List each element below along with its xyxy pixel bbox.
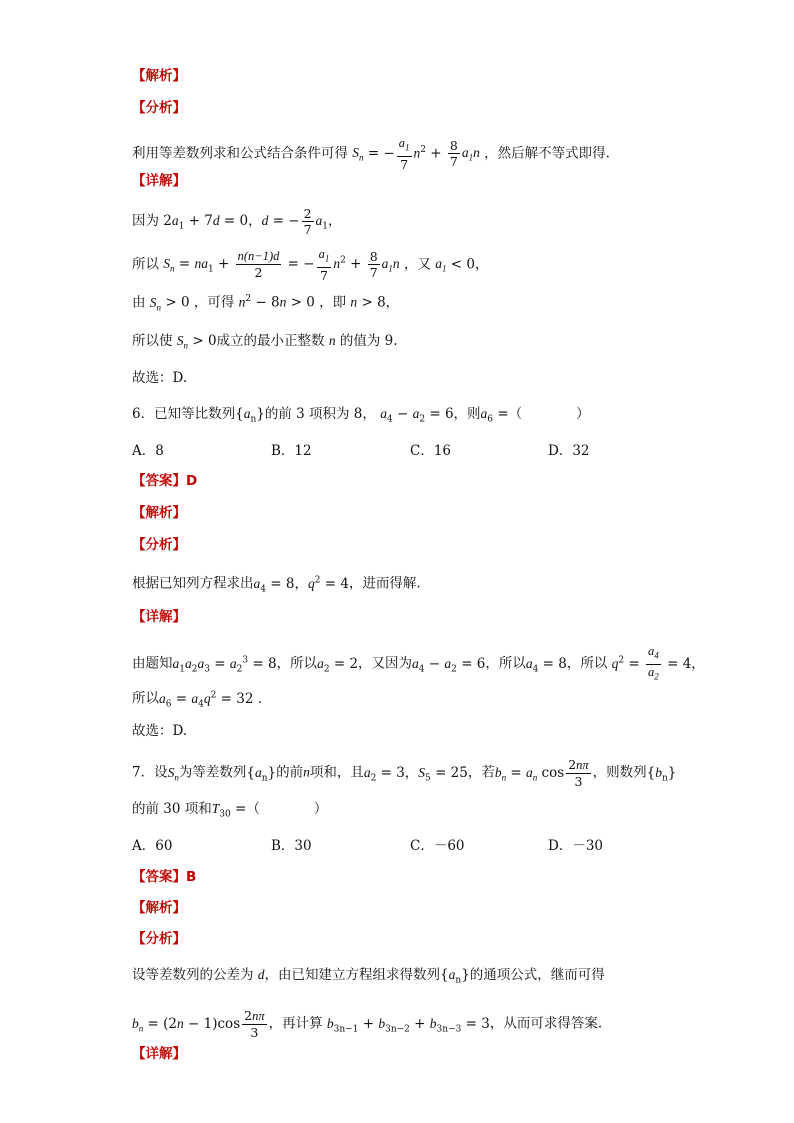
detail-line: 所以 $S_n = na_1$ + $\frac{n(n-1)d}{2}$ = − $\frac{a_1}{7}$ $n^2$ + $\frac{8}{7}$ $a_1n$ ，又 $a_1 < 0$， [132, 247, 489, 283]
option-b: B．30 [271, 838, 312, 854]
option-a: A．60 [132, 838, 173, 854]
question-7-cont: 的前 30 项和$T_{30}$ =（ ） [132, 801, 328, 820]
formula: $2a_1 + 7d = 0$，d = − $\frac{2}{7}$ $a_1$， [163, 206, 342, 237]
section-tag-fenxi: 【分析】 [132, 931, 186, 947]
formula: $a_4 - a_2 = 6$ [412, 655, 486, 675]
section-tag-xiangjie: 【详解】 [132, 173, 186, 189]
formula: $S_n$ [352, 145, 364, 163]
formula: $\{a_n\}$ [246, 764, 277, 784]
question-6: 6．已知等比数列$\{a_n\}$的前 3 项积为 8， $a_4 - a_2 = 6$，则$a_6$ =（ ） [132, 406, 590, 425]
formula: $b_n = a_n$ cos $\frac{2n\pi}{3}$ [494, 757, 589, 789]
section-tag-fenxi: 【分析】 [132, 100, 186, 116]
choice-line: 故选：D. [132, 370, 188, 386]
formula: a [480, 406, 488, 421]
formula: $S_n$ [176, 333, 189, 351]
formula: $a_4 = 8$，$q^2 = 4$ [253, 575, 349, 595]
formula: $a_4 = 8$ [525, 655, 567, 675]
question-7: 7．设$S_n$为等差数列$\{a_n\}$的前n项和，且$a_2 = 3$，$S_5 = 25$，若$b_n = a_n$ cos $\frac{2n\pi}{3}$ ，则数列$\{b_n\}$ [132, 757, 677, 789]
analysis-line: 设等差数列的公差为 d，由已知建立方程组求得数列$\{a_n\}$的通项公式，继而可得 [132, 967, 605, 986]
option-d: D．32 [548, 443, 590, 459]
formula: $\{a_n\}$ [235, 406, 265, 425]
formula: $b_n = (2n - 1)\cos$ $\frac{2n\pi}{3}$ [132, 1008, 265, 1040]
formula: $a_1a_2a_3 = a_2^3 = 8$ [172, 655, 277, 675]
formula: d [257, 967, 265, 982]
formula: $a_4 - a_2 = 6$ [380, 406, 454, 425]
answer-tag: 【答案】D [132, 473, 198, 489]
formula: $q^2$ = $\frac{a_4}{a_2}$ = 4， [611, 644, 705, 681]
section-tag-xiangjie: 【详解】 [132, 609, 186, 625]
detail-line: 因为 $2a_1 + 7d = 0$，d = − $\frac{2}{7}$ $a_1$， [132, 206, 342, 237]
analysis-line: 根据已知列方程求出$a_4 = 8$，$q^2 = 4$，进而得解. [132, 575, 421, 595]
formula: $S_n = na_1$ + $\frac{n(n-1)d}{2}$ = − $\frac{a_1}{7}$ $n^2$ + $\frac{8}{7}$ $a_1n$ [163, 247, 400, 283]
option-b: B．12 [271, 443, 312, 459]
formula: $a_6 = a_4q^2 = 32$ . [159, 690, 263, 710]
formula: $a_2 = 2$ [317, 655, 359, 675]
analysis-line: $b_n = (2n - 1)\cos$ $\frac{2n\pi}{3}$ ，再计算 $b_{3n-1} + b_{3n-2} + b_{3n-3} = 3$，从而可求得答案. [132, 1008, 603, 1040]
section-tag-jiexi: 【解析】 [132, 900, 186, 916]
formula: $\{b_n\}$ [646, 764, 677, 784]
formula: T [211, 801, 220, 816]
section-tag-xiangjie: 【详解】 [132, 1046, 186, 1062]
formula: n [238, 294, 246, 310]
option-d: D．－30 [548, 838, 604, 854]
section-tag-jiexi: 【解析】 [132, 505, 186, 521]
choice-line: 故选：D. [132, 723, 188, 739]
analysis-line: 利用等差数列求和公式结合条件可得 $S_n$ = − $\frac{a_1}{7}$ $n^2$ + $\frac{8}{7}$ $a_1n$ ，然后解不等式即得. [132, 136, 610, 172]
option-a: A．8 [132, 443, 164, 459]
detail-line: 由 $S_n > 0$ ，可得 $n^2 - 8n > 0$ ，即 n > 8， [132, 294, 400, 313]
formula: $S_n$ [167, 764, 179, 783]
formula: $b_{3n-1} + b_{3n-2} + b_{3n-3} = 3$ [326, 1015, 490, 1035]
formula: $a_2 = 3$，$S_5 = 25$ [363, 764, 468, 784]
detail-line: 所以$a_6 = a_4q^2 = 32$ . [132, 690, 263, 710]
answer-tag: 【答案】B [132, 869, 197, 885]
section-tag-jiexi: 【解析】 [132, 68, 186, 84]
option-c: C．－60 [410, 838, 465, 854]
section-tag-fenxi: 【分析】 [132, 537, 186, 553]
formula: n [303, 764, 310, 780]
detail-line: 所以使 $S_n > 0$成立的最小正整数 n 的值为 9. [132, 333, 398, 351]
detail-line: 由题知$a_1a_2a_3 = a_2^3 = 8$，所以$a_2 = 2$，又因为$a_4 - a_2 = 6$，所以$a_4 = 8$，所以 $q^2$ = $\frac{a_4}{a_2}$ = 4， [132, 644, 705, 681]
formula: n [328, 333, 336, 348]
formula: $a_1$ [435, 256, 447, 274]
formula: n [350, 294, 358, 310]
formula: $S_n$ [149, 294, 162, 313]
formula: $\{a_n\}$ [440, 967, 470, 986]
option-c: C．16 [410, 443, 452, 459]
